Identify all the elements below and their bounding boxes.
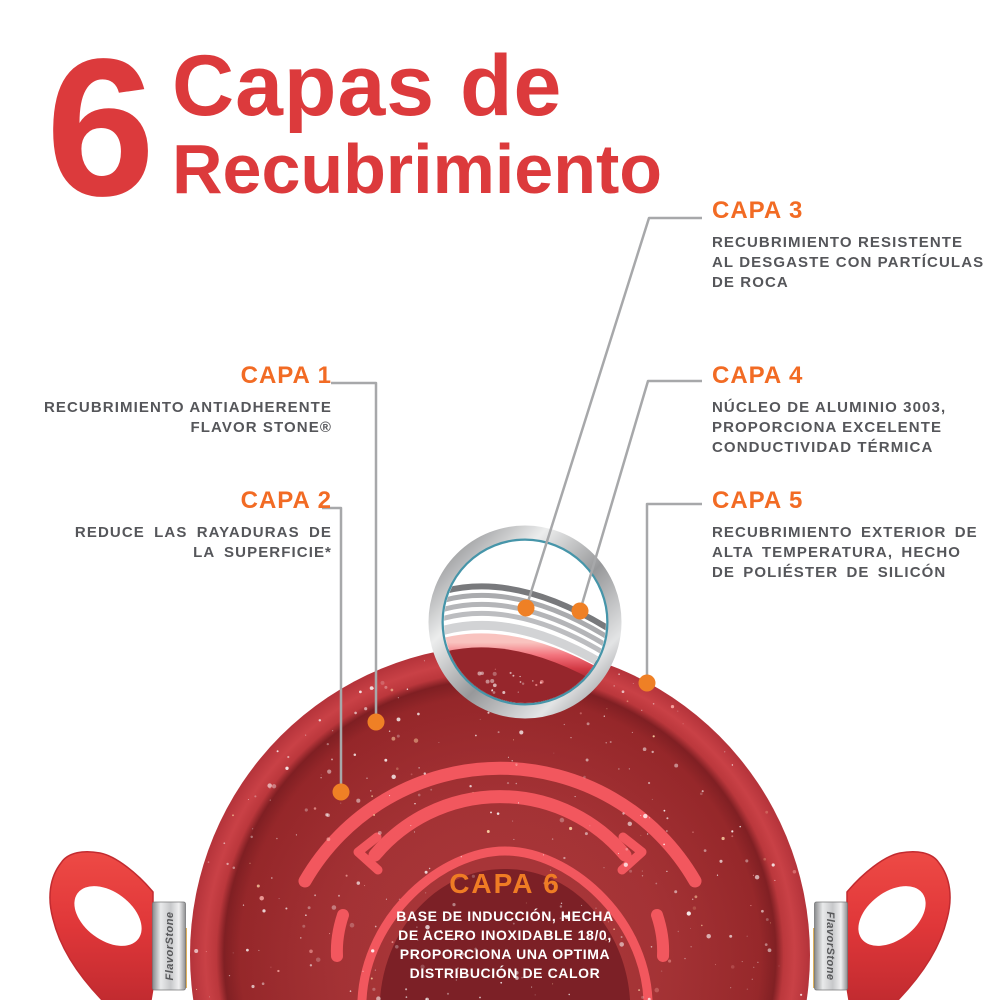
capa4-line1: NÚCLEO DE ALUMINIO 3003, (712, 399, 947, 416)
callout-capa4 (712, 362, 1000, 458)
capa4-text (712, 398, 1000, 458)
capa6-line4: DISTRIBUCIÓN DE CALOR (409, 965, 601, 981)
callout-capa3 (712, 197, 1000, 293)
dot-capa3 (518, 600, 535, 617)
leader-capa5 (647, 504, 702, 683)
title-number: 6 (46, 18, 150, 237)
capa1-line1: RECUBRIMIENTO ANTIADHERENTE (43, 399, 332, 416)
capa3-line2: AL DESGASTE CON PARTÍCULAS (712, 254, 985, 271)
title-line1: Capas de (172, 38, 563, 134)
dot-capa1 (368, 714, 385, 731)
capa4-line2: PROPORCIONA EXCELENTE (712, 419, 943, 436)
capa1-label: CAPA 1 (240, 362, 332, 389)
page-title (172, 40, 662, 206)
capa6-line2: DE ACERO INOXIDABLE 18/0, (398, 927, 612, 943)
dot-capa5 (639, 675, 656, 692)
capa3-label: CAPA 3 (712, 197, 804, 224)
left-bracket-brand-label: FlavorStone (163, 911, 176, 981)
capa6-line1: BASE DE INDUCCIÓN, HECHA (396, 908, 614, 924)
callout-capa2 (32, 487, 332, 563)
capa5-label: CAPA 5 (712, 487, 804, 514)
capa4-label: CAPA 4 (712, 362, 804, 389)
capa2-text (32, 523, 332, 563)
capa6-line3: PROPORCIONA UNA OPTIMA (399, 946, 611, 962)
capa3-text (712, 233, 1000, 293)
capa3-line1: RECUBRIMIENTO RESISTENTE (712, 234, 964, 251)
capa6-text (375, 907, 635, 983)
callout-capa5 (712, 487, 1000, 583)
capa1-line2: FLAVOR STONE® (190, 419, 332, 436)
capa1-text (32, 398, 332, 438)
right-handle (847, 852, 950, 1000)
capa2-line1: REDUCE LAS RAYADURAS DE (74, 524, 332, 541)
left-handle (50, 852, 153, 1000)
heat-arc-dash-left (337, 915, 343, 956)
title-line2: Recubrimiento (172, 130, 663, 208)
capa6-label: CAPA 6 (449, 868, 561, 899)
capa4-line3: CONDUCTIVIDAD TÉRMICA (712, 439, 934, 456)
dot-capa4 (572, 603, 589, 620)
capa2-line2: LA SUPERFICIE* (193, 544, 332, 561)
heat-arc-dash-right (657, 915, 663, 956)
capa5-line1: RECUBRIMIENTO EXTERIOR DE (712, 524, 978, 541)
leader-capa1 (331, 383, 376, 722)
right-bracket (813, 902, 848, 990)
left-bracket (153, 902, 188, 990)
capa5-line2: ALTA TEMPERATURA, HECHO (712, 544, 962, 561)
dot-capa2 (333, 784, 350, 801)
callout-capa1 (32, 362, 332, 438)
capa5-text (712, 523, 1000, 583)
capa2-label: CAPA 2 (240, 487, 332, 514)
callout-capa6 (375, 868, 635, 983)
capa3-line3: DE ROCA (712, 274, 789, 291)
capa5-line3: DE POLIÉSTER DE SILICÓN (712, 564, 947, 581)
right-bracket-brand-label: FlavorStone (824, 911, 837, 981)
